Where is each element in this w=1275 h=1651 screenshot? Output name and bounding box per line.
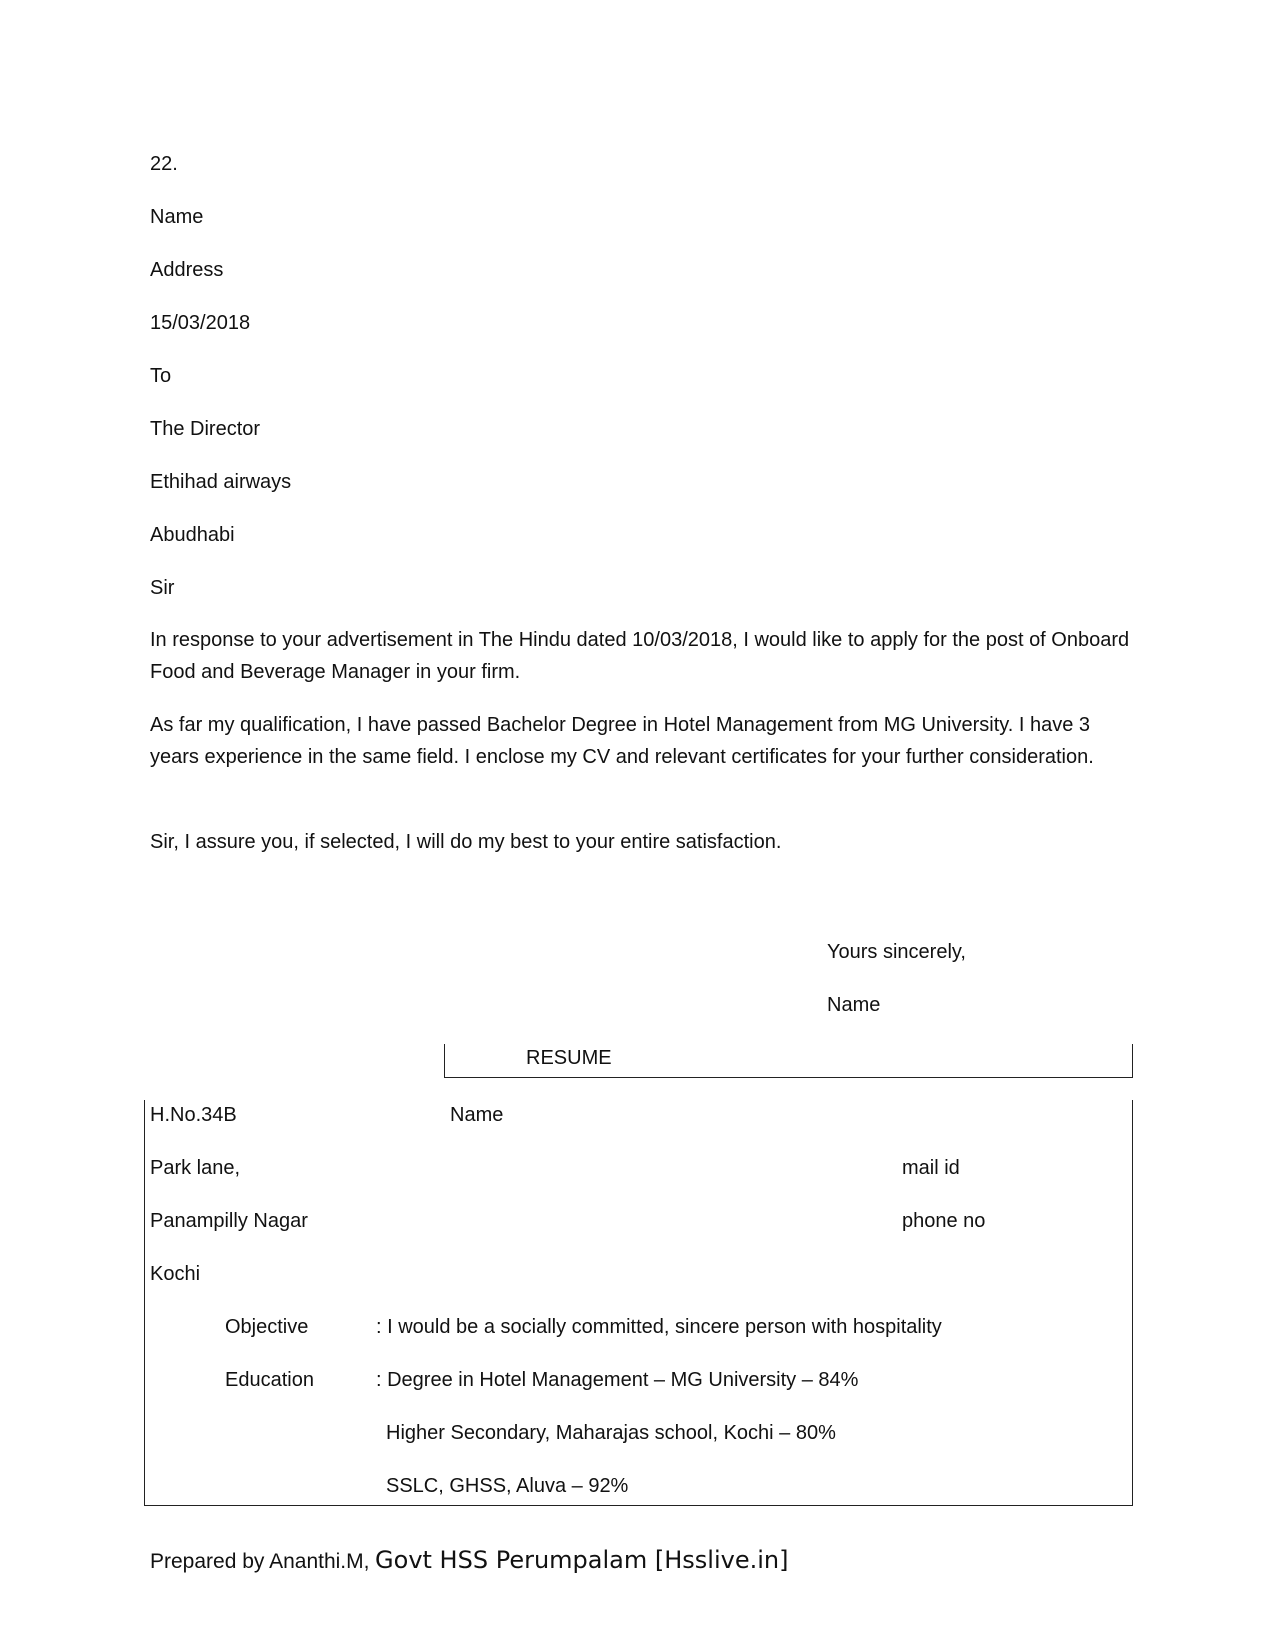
resume-mail: mail id [902,1157,960,1179]
body-paragraph-1: In response to your advertisement in The Hindu dated 10/03/2018, I would like to apply for the post of Onboard Food and Beverage Manager in your firm. [150,629,1130,683]
resume-address-line-4: Kochi [150,1263,201,1285]
body-paragraph-3: Sir, I assure you, if selected, I will do my best to your entire satisfaction. [150,831,782,853]
education-label: Education [225,1369,314,1391]
closing: Yours sincerely, [827,941,966,963]
recipient-city: Abudhabi [150,524,235,546]
recipient-company: Ethihad airways [150,471,292,493]
resume-details-box [144,1100,1133,1506]
resume-heading: RESUME [526,1047,612,1069]
footer-school: Govt HSS Perumpalam [Hsslive.in] [375,1546,789,1574]
resume-address-line-2: Park lane, [150,1157,241,1179]
sender-address: Address [150,259,224,281]
education-item-3: SSLC, GHSS, Aluva – 92% [386,1475,629,1497]
education-item-2: Higher Secondary, Maharajas school, Kochi – 80% [386,1422,836,1444]
signature-name: Name [827,994,881,1016]
body-paragraph-2: As far my qualification, I have passed Bachelor Degree in Hotel Management from MG University. I have 3 years experience in the same field. I enclose my CV and relevant certificates for your further consideration. [150,714,1094,768]
objective-label: Objective [225,1316,309,1338]
salutation: Sir [150,577,175,599]
question-number: 22. [150,153,178,175]
resume-phone: phone no [902,1210,986,1232]
letter-date: 15/03/2018 [150,312,251,334]
resume-address-line-3: Panampilly Nagar [150,1210,308,1232]
recipient-title: The Director [150,418,261,440]
resume-address-line-1: H.No.34B [150,1104,237,1126]
objective-value: : I would be a socially committed, sincere person with hospitality [376,1316,942,1338]
footer [150,1545,788,1577]
footer-prepared-by: Prepared by Ananthi.M, [150,1550,370,1573]
sender-name: Name [150,206,204,228]
recipient-to: To [150,365,172,387]
education-item-1: : Degree in Hotel Management – MG University – 84% [376,1369,859,1391]
resume-name: Name [450,1104,504,1126]
